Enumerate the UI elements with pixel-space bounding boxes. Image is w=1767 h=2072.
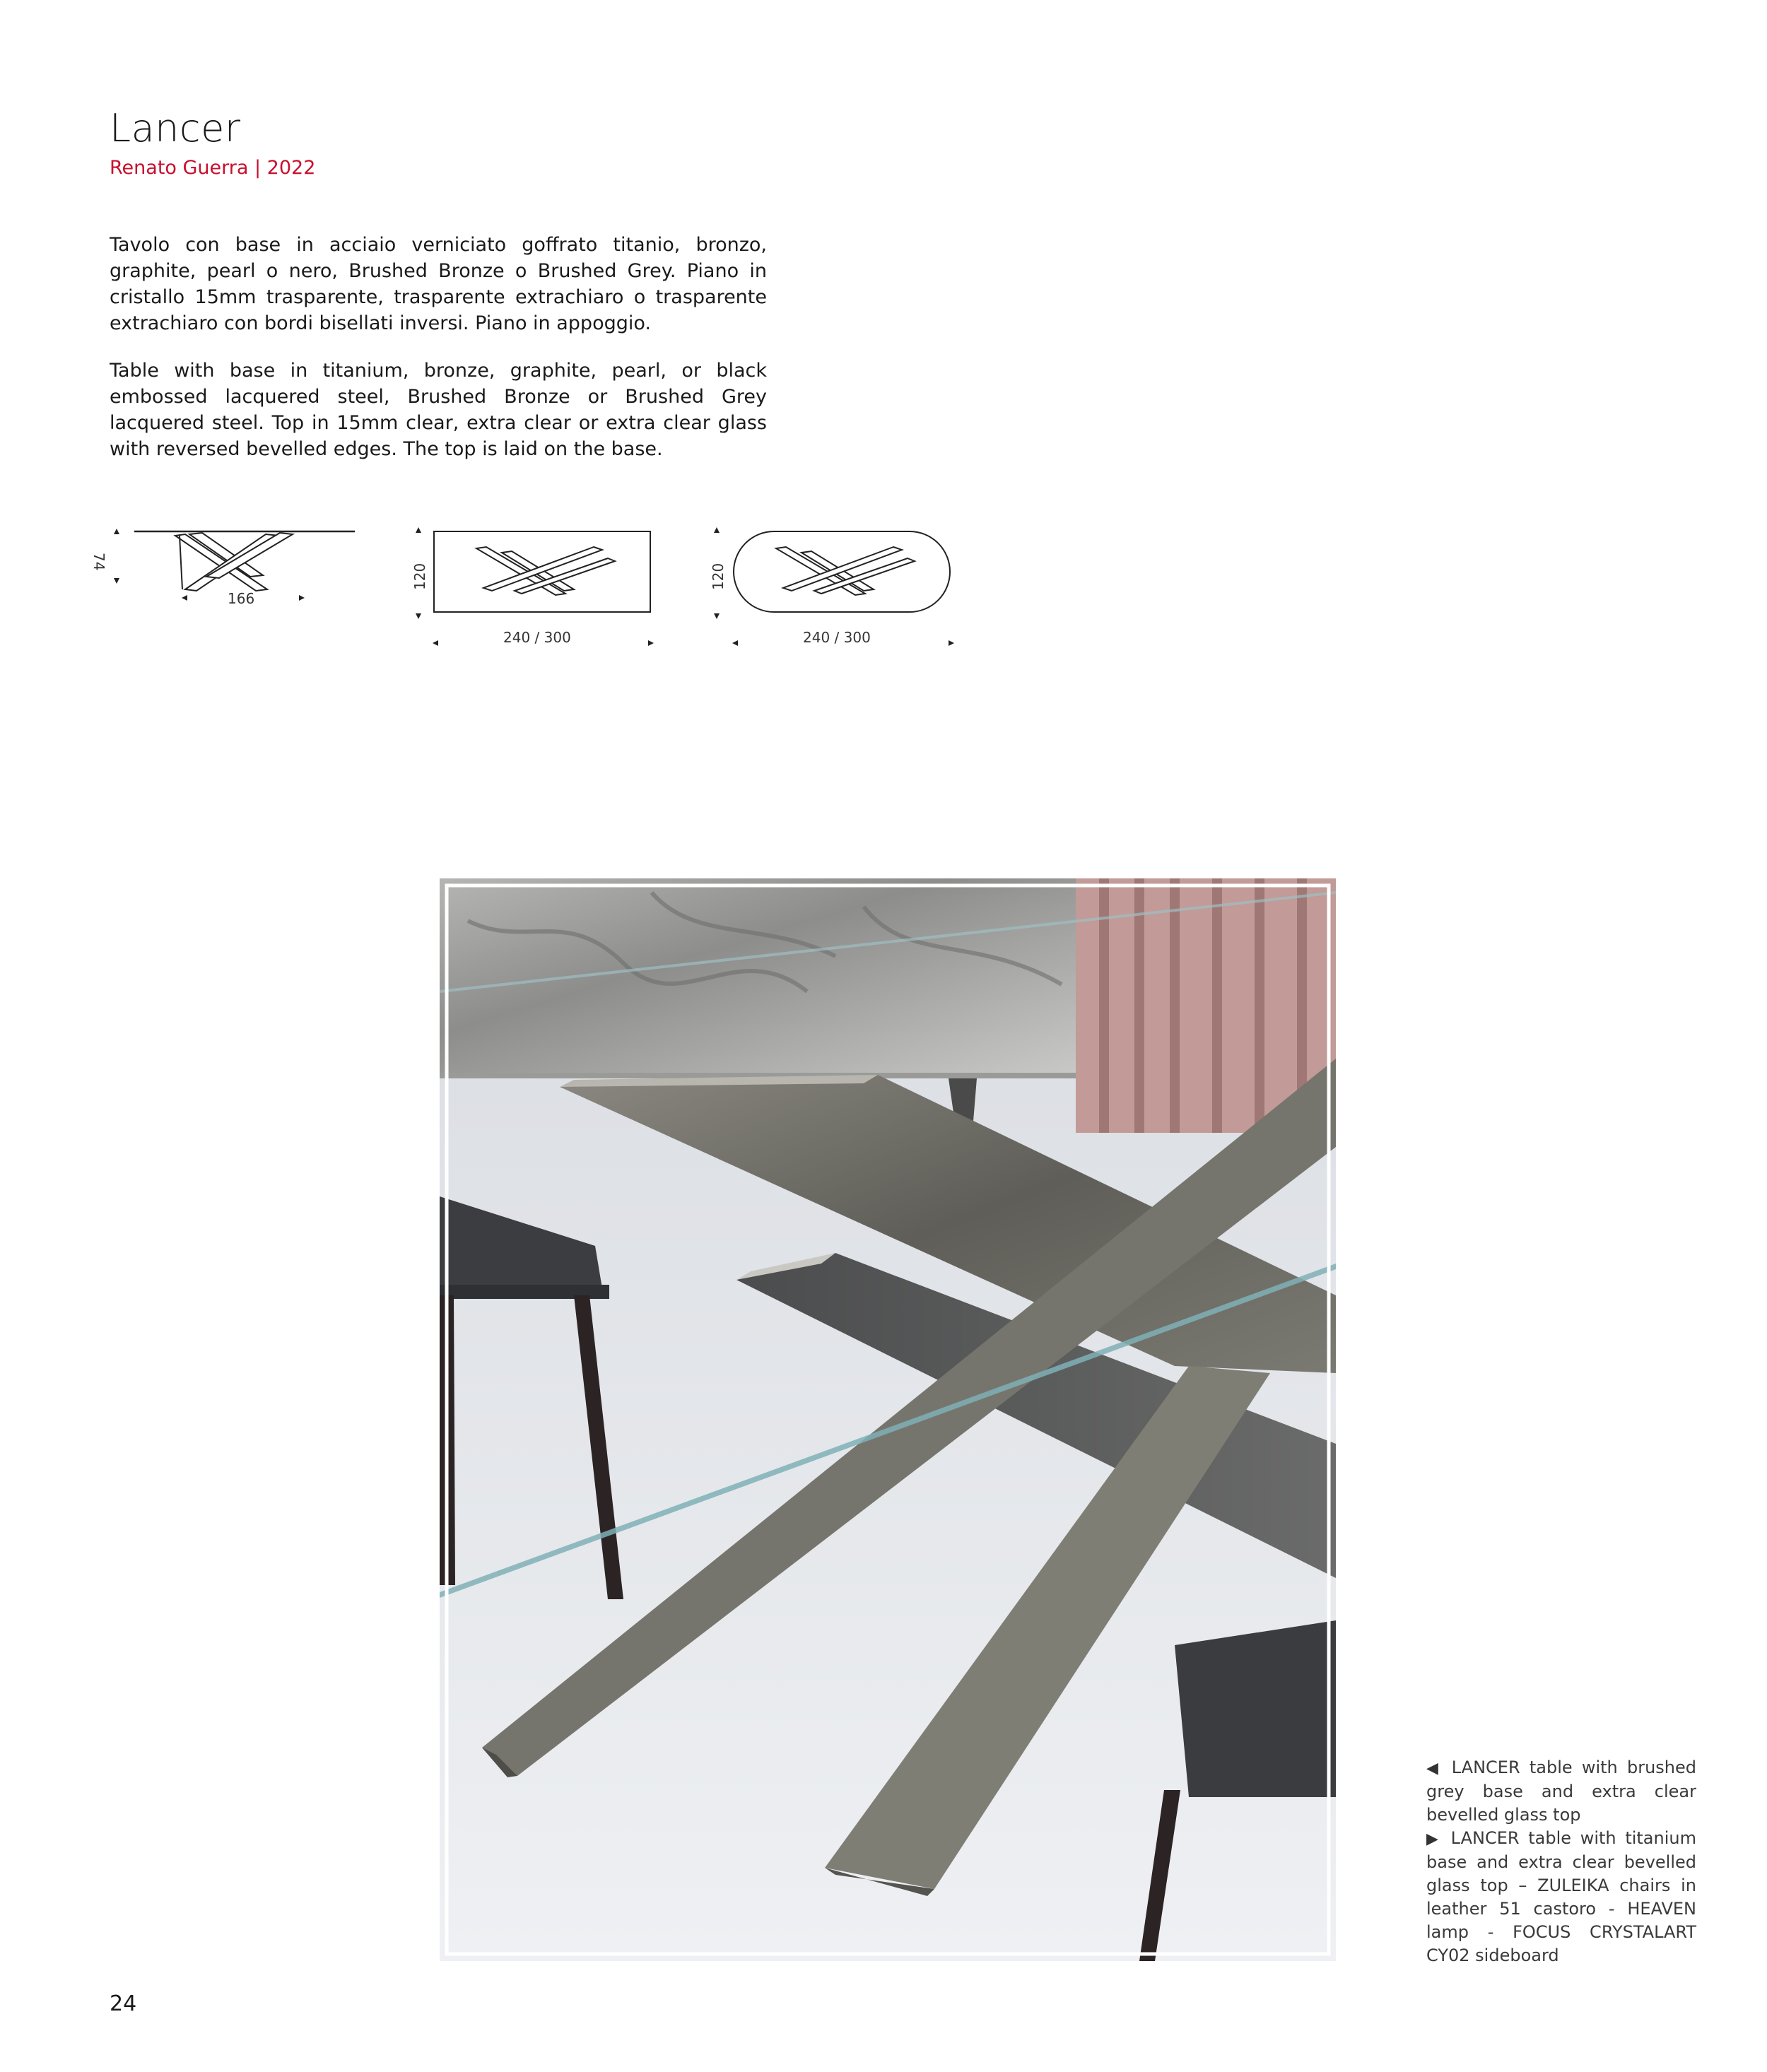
caption-left-text: LANCER table with brushed grey base and extra clear bevelled glass top (1426, 1758, 1696, 1825)
dim-side-width: 166 (228, 590, 255, 607)
oval-top-drawing (734, 531, 950, 612)
caption-left-arrow-icon: ◀ (1426, 1760, 1443, 1777)
dim-oval-width: 240 / 300 (803, 629, 871, 646)
product-photo (440, 878, 1336, 1961)
product-title: Lancer (110, 106, 241, 151)
dim-side-height: 74 (90, 553, 107, 571)
page-number: 24 (110, 1991, 137, 2016)
caption-right-text: LANCER table with titanium base and extra clear bevelled glass top – ZULEIKA chairs in leather 51 castoro - HEAVEN lamp - FOCUS CRYSTALART CY02 sideboard (1426, 1828, 1696, 1965)
description-italian: Tavolo con base in acciaio verniciato goffrato titanio, bronzo, graphite, pearl o nero, Brushed Bronze o Brushed Grey. Piano in cristallo 15mm trasparente, trasparente extrachiaro o trasparente extrachiaro con bordi bisellati inversi. Piano in appoggio. (110, 234, 767, 334)
dim-rect-width: 240 / 300 (503, 629, 571, 646)
dim-rect-depth: 120 (411, 563, 428, 590)
caption-right-arrow-icon: ▶ (1426, 1830, 1442, 1848)
dim-oval-depth: 120 (710, 563, 727, 590)
marble-sideboard (440, 878, 1076, 1073)
description-english: Table with base in titanium, bronze, graphite, pearl, or black embossed lacquered steel, Brushed Bronze or Brushed Grey lacquered steel. Top in 15mm clear, extra clear or extra clear glass with reversed bevelled edges. The top is laid on the base. (110, 360, 767, 460)
photo-caption (1426, 1756, 1696, 1967)
side-view-drawing (134, 531, 355, 591)
rect-top-drawing (434, 531, 650, 612)
designer-year: Renato Guerra | 2022 (110, 157, 316, 179)
